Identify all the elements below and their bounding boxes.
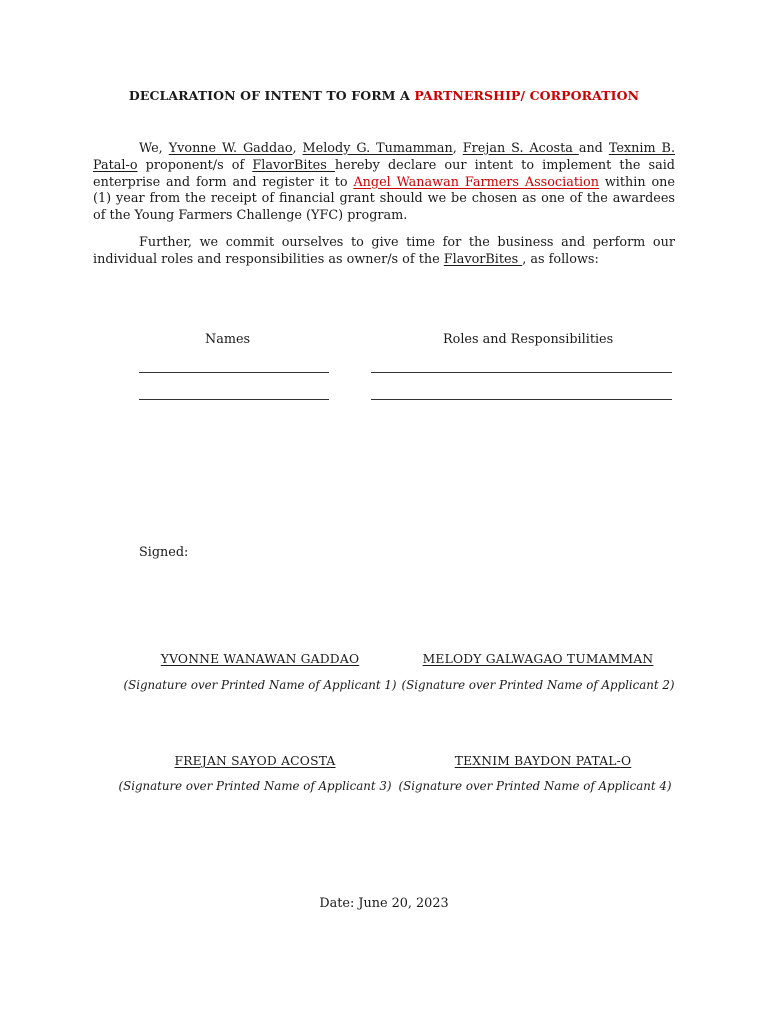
signed-label: Signed:	[139, 545, 189, 560]
separator: ,	[452, 141, 463, 156]
enterprise-name: FlavorBites	[252, 157, 335, 173]
signatory-name-2: MELODY GALWAGAO TUMAMMAN	[422, 652, 654, 666]
roles-column-header: Roles and Responsibilities	[443, 332, 614, 347]
signature-caption-4: (Signature over Printed Name of Applicant 4)	[398, 779, 672, 793]
proponent-name-3: Frejan S. Acosta	[462, 141, 579, 156]
as-follows-text: , as follows:	[522, 251, 599, 267]
name-blank-line-2[interactable]	[139, 399, 329, 400]
role-blank-line-2[interactable]	[371, 399, 672, 400]
proponent-name-2: Melody G. Tumamman	[302, 141, 453, 156]
text-and: and	[578, 141, 609, 156]
text-proponent: proponent/s of	[137, 157, 253, 173]
proponent-name-1: Yvonne W. Gaddao	[168, 141, 293, 156]
enterprise-name: FlavorBites	[443, 251, 523, 267]
signatory-name-1: YVONNE WANAWAN GADDAO	[160, 652, 360, 666]
signature-caption-2: (Signature over Printed Name of Applicant 2)	[401, 678, 675, 692]
signatory-name-4: TEXNIM BAYDON PATAL-O	[454, 754, 632, 768]
role-blank-line-1[interactable]	[371, 372, 672, 373]
proponent-name-4: Texnim B. Patal-o	[93, 141, 676, 173]
intent-paragraph	[93, 141, 675, 225]
document-date: Date: June 20, 2023	[319, 896, 449, 911]
signature-caption-1: (Signature over Printed Name of Applicant 1)	[123, 678, 397, 692]
association-name: Angel Wanawan Farmers Association	[353, 174, 599, 190]
commitment-text: Further, we commit ourselves to give time for the business and perform our individual roles and responsibilities as owner/s of the	[93, 235, 675, 267]
signature-caption-3: (Signature over Printed Name of Applicant 3)	[118, 779, 392, 793]
name-blank-line-1[interactable]	[139, 372, 329, 373]
title-prefix: DECLARATION OF INTENT TO FORM A	[128, 88, 415, 103]
commitment-paragraph	[93, 235, 675, 269]
grant-text: within one (1) year from the receipt of financial grant should we be chosen as one of the awardees of the Young Farmers Challenge (YFC) program.	[93, 174, 675, 224]
signatory-name-3: FREJAN SAYOD ACOSTA	[174, 754, 336, 768]
intent-text: hereby declare our intent to implement the said enterprise and form and register it to	[93, 157, 675, 190]
title-highlight: PARTNERSHIP/ CORPORATION	[414, 88, 640, 103]
names-column-header: Names	[205, 332, 251, 347]
separator: ,	[292, 141, 303, 156]
text-we: We,	[139, 141, 169, 156]
document-title	[0, 88, 768, 103]
